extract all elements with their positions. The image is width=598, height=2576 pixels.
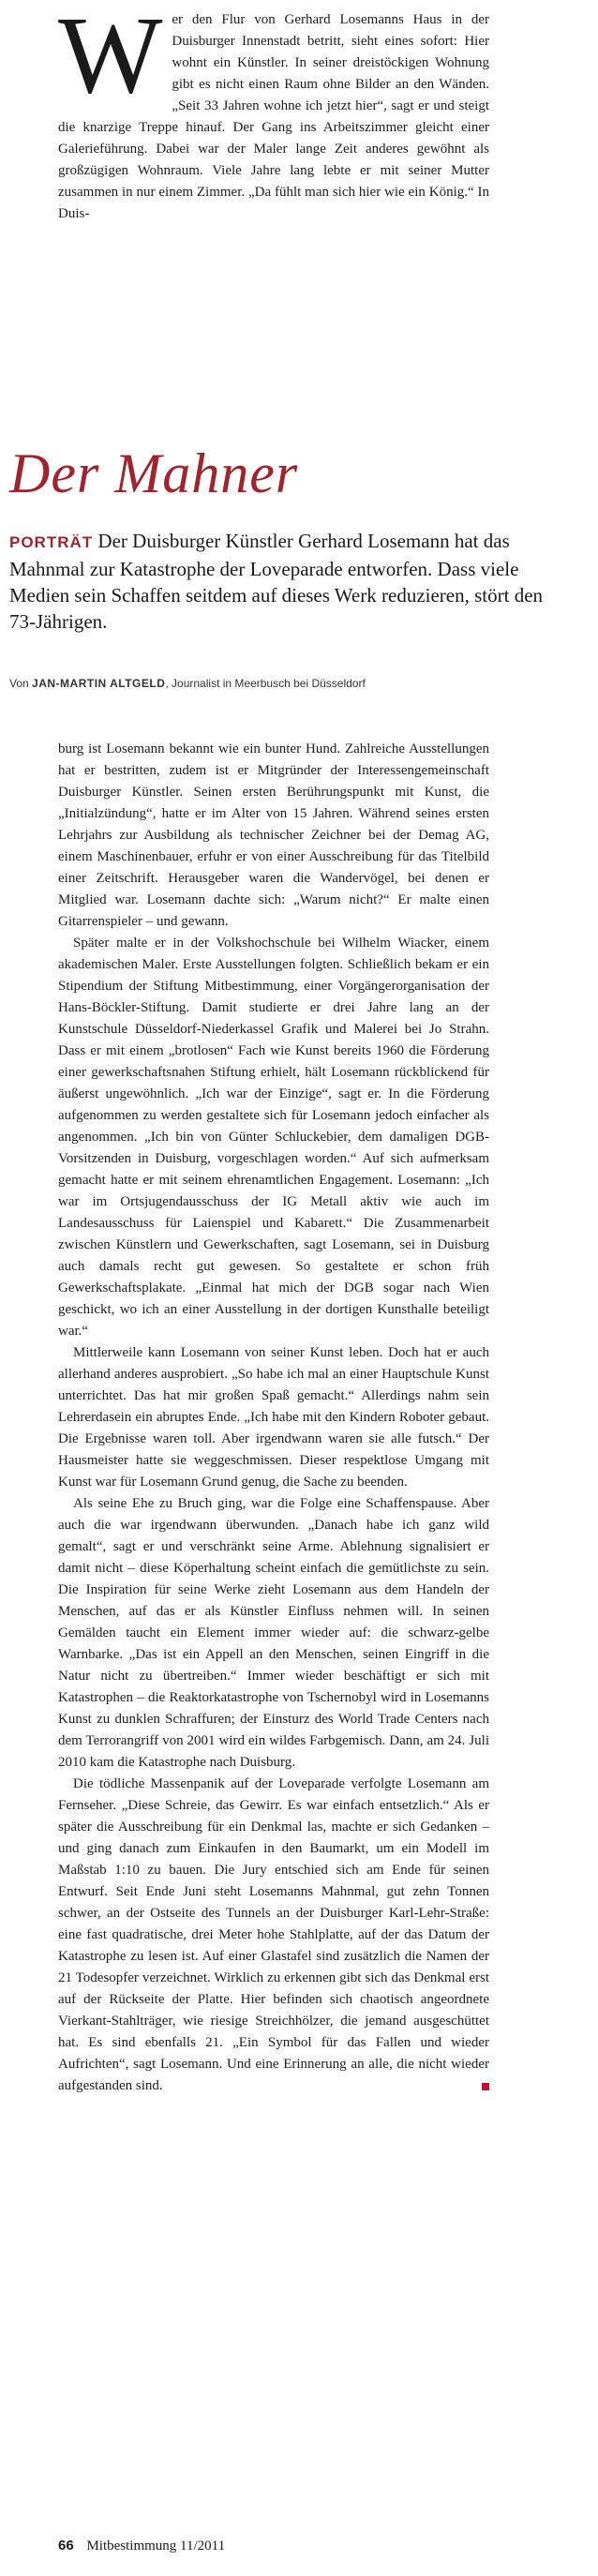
byline-suffix: , Journalist in Meerbusch bei Düsseldorf — [165, 677, 366, 690]
page-footer — [58, 2538, 225, 2554]
end-of-article-square-icon — [482, 2083, 489, 2090]
article-headline: Der Mahner — [9, 442, 299, 504]
article-lead — [9, 528, 558, 635]
byline-prefix: Von — [9, 677, 29, 690]
body-paragraph-1: burg ist Losemann bekannt wie ein bunter Hund. Zahlreiche Ausstellungen hat er bestritten, zudem ist er Mitgründer der Interessengemeinschaft Duisburger Künstler. Seinen ersten Berührungspunkt mit Kunst, die „Initialzündung“, hatte er im Alter von 15 Jahren. Während seines ersten Lehrjahrs zur Ausbildung als technischer Zeichner bei der Demag AG, einem Maschinenbauer, erfuhr er von einer Ausschreibung für das Titelbild einer Zeitschrift. Herausgeber waren die Wandervögel, bei denen er Mitglied war. Losemann dachte sich: „Warum nicht?“ Er malte einen Gitarrenspieler – und gewann. — [58, 741, 489, 929]
article-body — [58, 739, 489, 2097]
lead-text: Der Duisburger Künstler Gerhard Losemann hat das Mahnmal zur Katastrophe der Loveparade entworfen. Dass viele Medien sein Schaffen seitdem auf dieses Werk reduzieren, stört den 73-Jährigen. — [9, 530, 544, 633]
body-paragraph-2: Später malte er in der Volkshochschule bei Wilhelm Wiacker, einem akademischen Maler. Erste Ausstellungen folgten. Schließlich bekam er ein Stipendium der Stiftung Mitbestimmung, einer Vorgängerorganisation der Hans-Böckler-Stiftung. Damit studierte er drei Jahre lang an der Kunstschule Düsseldorf-Niederkassel Grafik und Malerei bei Jo Strahn. Dass er mit einem „brotlosen“ Fach wie Kunst bereits 1960 die Förderung einer gewerkschaftsnahen Stiftung erhielt, hält Losemann rückblickend für äußerst ungewöhnlich. „Ich war der Einzige“, sagt er. In die Förderung aufgenommen zu werden gestaltete sich für Losemann jedoch einfacher als angenommen. „Ich bin von Günter Schluckebier, dem damaligen DGB-Vorsitzenden in Duisburg, vorgeschlagen worden.“ Auf sich aufmerksam gemacht hatte er mit seinem ehrenamtlichen Engagement. Losemann: „Ich war im Ortsjugendausschuss der IG Metall aktiv wie auch im Landesausschuss für Laienspiel und Kabarett.“ Die Zusammenarbeit zwischen Künstlern und Gewerkschaften, sagt Losemann, sei in Duisburg auch damals recht gut gewesen. So gestaltete er schon früh Gewerkschaftsplakate. „Einmal hat mich der DGB sogar nach Wien geschickt, wo ich an einer Ausstellung in der dortigen Kunsthalle beteiligt war.“ — [58, 936, 489, 1339]
byline — [9, 677, 366, 690]
byline-author: JAN-MARTIN ALTGELD — [32, 677, 166, 690]
body-paragraph-4: Als seine Ehe zu Bruch ging, war die Folge eine Schaffenspause. Aber auch die war irgendwann überwunden. „Danach habe ich ganz wild gemalt“, sagt er und verschränkt seine Arme. Ablehnung signalisiert er damit nicht – diese Köperhaltung scheint einfach die gemütlichste zu sein. Die Inspiration für seine Werke zieht Losemann aus dem Handeln der Menschen, auf das er als Künstler Einfluss nehmen will. In seinen Gemälden taucht ein Element immer wieder auf: die schwarz-gelbe Warnbarke. „Das ist ein Appell an den Menschen, seinen Eingriff in die Natur nicht zu übertreiben.“ Immer wieder beschäftigt er sich mit Katastrophen – die Reaktorkatastrophe von Tschernobyl wird in Losemanns Kunst zu dunklen Schraffuren; der Einsturz des World Trade Centers nach dem Terrorangriff von 2001 wird ein wildes Farbgemisch. Dann, am 24. Juli 2010 kam die Katastrophe nach Duisburg. — [58, 1496, 489, 1770]
body-paragraph-5-text: Die tödliche Massenpanik auf der Loveparade verfolgte Losemann am Fernseher. „Diese Schreie, das Gewirr. Es war einfach entsetzlich.“ Als er später die Ausschreibung für ein Denkmal las, machte er sich Gedanken – und ging danach zum Einkaufen in den Baumarkt, um ein Modell im Maßstab 1:10 zu bauen. Die Jury entschied sich am Ende für seinen Entwurf. Seit Ende Juni steht Losemanns Mahnmal, gut zehn Tonnen schwer, an der Ostseite des Tunnels an der Duisburger Karl-Lehr-Straße: eine fast quadratische, drei Meter hohe Stahlplatte, auf der das Datum der Katastrophe zu lesen ist. Auf einer Glastafel sind zusätzlich die Namen der 21 Todesopfer verzeichnet. Wirklich zu erkennen gibt sich das Denkmal erst auf der Rückseite der Platte. Hier befinden sich chaotisch angeordnete Vierkant-Stahlträger, wie riesige Streichhölzer, die jemand ausgeschüttet hat. Es sind ebenfalls 21. „Ein Symbol für das Fallen und wieder Aufrichten“, sagt Losemann. Und eine Erinnerung an alle, die nicht wieder aufgestanden sind. — [58, 1776, 489, 2093]
drop-cap: W — [58, 0, 163, 116]
lead-kicker: PORTRÄT — [9, 533, 94, 551]
intro-paragraph — [58, 0, 489, 225]
body-paragraph-5 — [58, 1774, 489, 2097]
intro-text: er den Flur von Gerhard Losemanns Haus in der Duisburger Innenstadt betritt, sieht eines sofort: Hier wohnt ein Künstler. In seiner dreistöckigen Wohnung gibt es nicht einen Raum ohne Bilder an den Wänden. „Seit 33 Jahren wohne ich jetzt hier“, sagt er und steigt die knarzige Treppe hinauf. Der Gang ins Arbeitszimmer gleicht einer Galerieführung. Dabei war der Maler lange Zeit anderes gewöhnt als großzügigen Wohnraum. Viele Jahre lang lebte er mit seiner Mutter zusammen in nur einem Zimmer. „Da fühlt man sich hier wie ein König.“ In Duis- — [58, 12, 489, 221]
body-paragraph-3: Mittlerweile kann Losemann von seiner Kunst leben. Doch hat er auch allerhand anderes ausprobiert. „So habe ich mal an einer Hauptschule Kunst unterrichtet. Das hat mir großen Spaß gemacht.“ Allerdings nahm sein Lehrerdasein ein abruptes Ende. „Ich habe mit den Kindern Roboter gebaut. Die Ergebnisse waren toll. Aber irgendwann waren sie alle futsch.“ Der Hausmeister hatte sie weggeschmissen. Dieser respektlose Umgang mit Kunst war für Losemann Grund genug, die Sache zu beenden. — [58, 1345, 489, 1490]
page-number: 66 — [58, 2538, 74, 2554]
publication-name: Mitbestimmung 11/2011 — [86, 2539, 226, 2554]
